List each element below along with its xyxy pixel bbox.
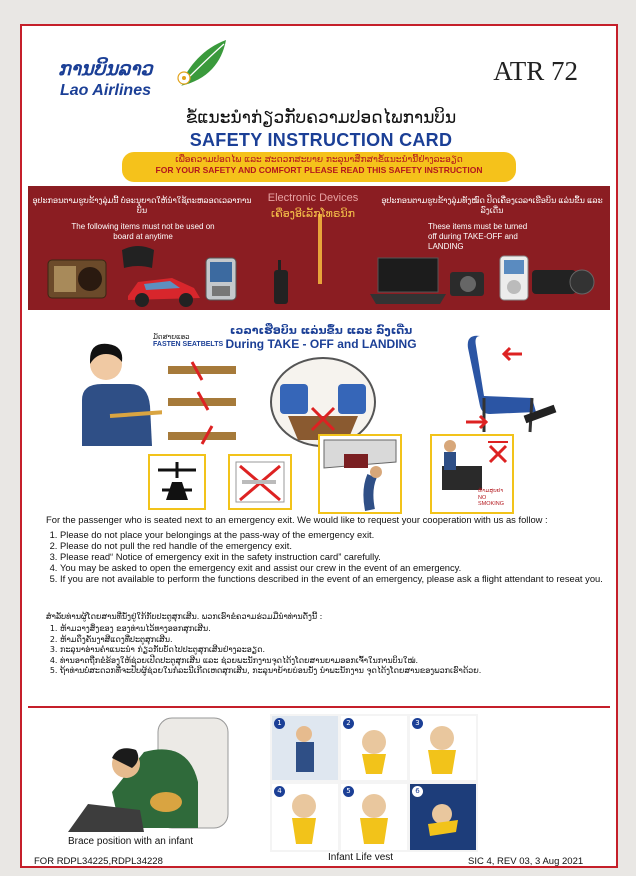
- seatbelt-label-lao: ມັດສາຍແອວ: [153, 333, 190, 341]
- overhead-bin-box: [318, 434, 402, 514]
- footer-right: SIC 4, REV 03, 3 Aug 2021: [468, 856, 584, 867]
- list-item: 3. Please read“ Notice of emergency exit in the safety instruction card” carefully.: [60, 551, 606, 562]
- lavatory-icon: [432, 436, 512, 490]
- toy-car-icon: [124, 270, 204, 310]
- electronic-devices-band: [28, 186, 610, 310]
- walkie-talkie-icon: [268, 260, 294, 306]
- aircraft-model: ATR 72: [493, 56, 578, 86]
- band-title-lao: ເຄື່ອງອີເລັກໂທຣນິກ: [271, 207, 355, 220]
- section-divider: [28, 706, 610, 708]
- emergency-intro-en: For the passenger who is seated next to an emergency exit. We would like to request your cooperation with us as follow :: [46, 514, 548, 525]
- notice-lao: ເພື່ອຄວາມປອດໄພ ແລະ ສະດວກສະບາຍ ກະລຸນາສຶກສາຂໍ້ແນະນຳນີ້ຢ່າງລະອຽດ: [175, 155, 463, 165]
- step-number: 6: [412, 786, 423, 797]
- step-number: 2: [343, 718, 354, 729]
- takeoff-title-lao: ເວລາເຮືອບິນ ແລ່ນຂຶ້ນ ແລະ ລົງເດີ່ນ: [229, 324, 413, 337]
- step-number: 5: [343, 786, 354, 797]
- band-divider: [318, 214, 322, 284]
- logo-en-text: Lao Airlines: [60, 82, 151, 99]
- seated-passenger-icon: [70, 336, 170, 454]
- title-en: SAFETY INSTRUCTION CARD: [189, 130, 453, 150]
- no-smoking-en: NO SMOKING: [478, 495, 504, 507]
- notice-en: FOR YOUR SAFETY AND COMFORT PLEASE READ THIS SAFETY INSTRUCTION: [155, 165, 483, 175]
- pda-icon: [204, 256, 238, 302]
- list-item: 4. ທ່ານອາດຖືກຂໍຮ້ອງໃຫ້ຊ່ວຍເປີດປະຕູສຸກເສີນ ແລະ ຊ່ວຍພະນັກງານຈຸດໄດ້ງໂດຍສານຍາມອອກເຈົ້າໃນການບິນໃໝ່.: [60, 656, 606, 666]
- leaf-logo-icon: [174, 36, 230, 92]
- footer-left: FOR RDPL34225,RDPL34228: [34, 856, 163, 867]
- camcorder-icon: [528, 262, 598, 302]
- emergency-list-lao: [46, 624, 606, 676]
- gamepad-icon: [118, 242, 158, 272]
- band-right-lao: ອຸປະກອນຕາມຮູບຂ້າງລຸ່ມທັງໝົດ ປິດເຄື່ອງເວລາເຮືອບິນ ແລ່ນຂຶ້ນ ແລະ ລົງເດີ່ນ: [381, 196, 603, 215]
- no-smoking-icon: [230, 456, 290, 508]
- brace-caption: Brace position with an infant: [68, 836, 194, 847]
- lifevest-caption: Infant Life vest: [328, 852, 394, 863]
- list-item: 2. ຫ້າມດຶງຄັນງາສີແດງທີ່ປະຕູສຸກເສີນ.: [60, 635, 606, 645]
- emergency-list-en: [46, 529, 606, 584]
- list-item: 3. ກະລຸນາອ່ານຄຳແນະນຳ ກ່ຽວກັບບັດໄປປະຕູສຸກເສີນຢ່າງລະອຽດ.: [60, 645, 606, 655]
- band-right-en: These items must be turned off during TAKE-OFF and LANDING: [428, 222, 528, 251]
- laptop-icon: [368, 256, 450, 306]
- safety-card: [20, 24, 618, 868]
- step-number: 1: [274, 718, 285, 729]
- radio-icon: [46, 252, 110, 302]
- step-number: 3: [412, 718, 423, 729]
- seat-upright-icon: [450, 332, 560, 436]
- lavatory-no-smoking-box: [430, 434, 514, 514]
- emergency-exit-lao: [46, 612, 606, 676]
- no-smoking-lao: ຫ້າມສູບຢາ: [478, 488, 504, 494]
- band-left-en: The following items must not be used on board at anytime: [71, 222, 215, 241]
- list-item: 4. You may be asked to open the emergency exit and assist our crew in the event of an emergency.: [60, 562, 606, 573]
- seatbelt-sign-box: [148, 454, 206, 510]
- title-lao: ຂໍ້ແນະນຳກ່ຽວກັບຄວາມປອດໄພການບິນ: [185, 108, 457, 128]
- list-item: 5. If you are not available to perform the functions described in the event of an emergency, please ask a flight attendant to reseat you.: [60, 573, 606, 584]
- logo-lao-text: ການບິນລາວ: [58, 58, 153, 80]
- seatbelt-label-en: FASTEN SEATBELTS: [153, 341, 224, 348]
- infant-life-vest-panel: [270, 714, 478, 852]
- emergency-exit-en: [46, 514, 606, 584]
- takeoff-title-en: During TAKE - OFF and LANDING: [225, 337, 417, 351]
- brace-position-icon: [48, 712, 238, 834]
- notice-banner: [122, 152, 516, 182]
- life-vest-steps-icon: [270, 714, 478, 852]
- list-item: 2. Please do not pull the red handle of the emergency exit.: [60, 540, 606, 551]
- seatbelt-steps-icon: [162, 352, 242, 456]
- overhead-bin-icon: [320, 436, 400, 512]
- band-left-lao: ອຸປະກອນຕາມຮູບຂ້າງລຸ່ມນີ້ ບໍ່ອະນຸຍາດໃຫ້ນຳໃຊ້ຕະຫລອດເວລາການບິນ: [32, 196, 252, 215]
- camera-icon: [448, 264, 488, 304]
- list-item: 5. ຖ້າທ່ານບໍ່ສະດວກທີ່ຈະປັບຜູ້ຊ່ວຍໃນກໍລະນີເກີດເຫດສຸກເສີນ, ກະລຸນາຍ້າຍບ່ອນນັ່ງ ນຳພະນັກງານ ຈຸດໄດ້ງໂດຍສານຂອງພວກເຮົາດ້ວຍ.: [60, 666, 606, 676]
- band-title-en: Electronic Devices: [267, 192, 359, 204]
- fasten-seatbelt-sign-icon: [150, 456, 204, 508]
- list-item: 1. ຫ້າມວາງສິ່ງຂອງ ຂອງທ່ານໄວ້ທາງອອກສຸກເສີນ.: [60, 624, 606, 634]
- no-smoking-sign-box: [228, 454, 292, 510]
- emergency-intro-lao: ສຳລັບທ່ານຜູ້ໂດຍສານທີ່ນັ່ງຢູ່ໃກ້ກັບປະຕູສຸກເສີນ. ພວກເຮົາຂໍຄວາມຮ່ວມມືນຳທ່ານດັ່ງນີ້ :: [46, 612, 323, 621]
- step-number: 4: [274, 786, 285, 797]
- list-item: 1. Please do not place your belongings at the pass-way of the emergency exit.: [60, 529, 606, 540]
